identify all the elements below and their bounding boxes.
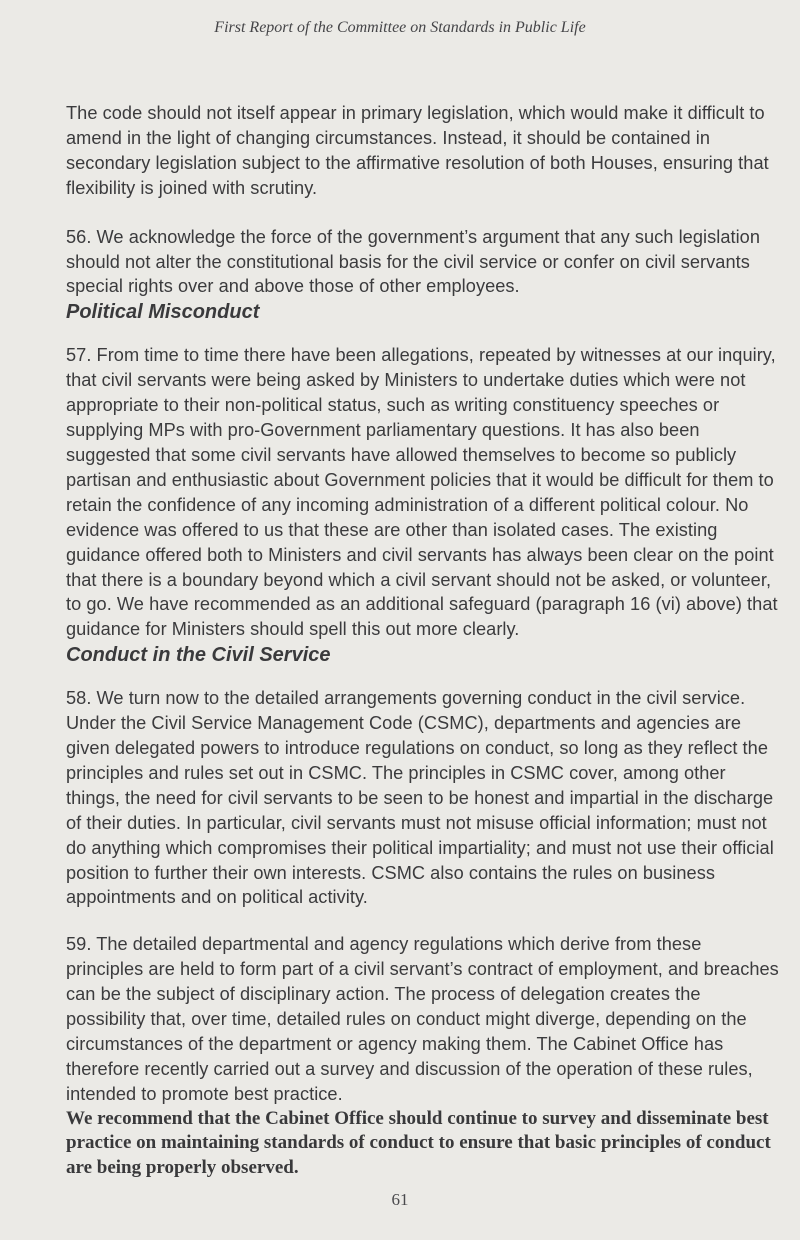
recommendation-text: We recommend that the Cabinet Office should continue to survey and disseminate best practice on maintaining standards of conduct to ensure that basic principles of conduct are being properly observed. <box>66 1107 771 1179</box>
section-heading-political-misconduct: Political Misconduct <box>66 301 260 324</box>
section-heading-conduct-civil-service: Conduct in the Civil Service <box>66 644 331 667</box>
document-body <box>66 101 780 1181</box>
paragraph-intro: The code should not itself appear in primary legislation, which would make it difficult to amend in the light of changing circumstances. Instead, it should be contained in secondary legislation subject to the affirmative resolution of both Houses, ensuring that flexibility is joined with scrutiny. <box>66 103 769 198</box>
paragraph-58: 58. We turn now to the detailed arrangements governing conduct in the civil service. Under the Civil Service Management Code (CSMC), departments and agencies are given delegated powers to introduce regulations on conduct, so long as they reflect the principles and rules set out in CSMC. The principles in CSMC cover, among other things, the need for civil servants to be seen to be honest and impartial in the discharge of their duties. In particular, civil servants must not misuse official information; must not do anything which compromises their political impartiality; and must not use their official position to further their own interests. CSMC also contains the rules on business appointments and on political activity. <box>66 688 774 908</box>
page-number: 61 <box>391 1190 409 1209</box>
paragraph-57: 57. From time to time there have been allegations, repeated by witnesses at our inquiry, that civil servants were being asked by Ministers to undertake duties which were not appropriate to their non-political status, such as writing constituency speeches or supplying MPs with pro-Government parliamentary questions. It has also been suggested that some civil servants have allowed themselves to become so publicly partisan and enthusiastic about Government policies that it would be difficult for them to retain the confidence of any incoming administration of a different political colour. No evidence was offered to us that these are other than isolated cases. The existing guidance offered both to Ministers and civil servants has always been clear on the point that there is a boundary beyond which a civil servant should not be asked, or volunteer, to go. We have recommended as an additional safeguard (paragraph 16 (vi) above) that guidance for Ministers should spell this out more clearly. <box>66 345 778 640</box>
paragraph-56: 56. We acknowledge the force of the government’s argument that any such legislation should not alter the constitutional basis for the civil service or confer on civil servants special rights over and above those of other employees. <box>66 226 761 297</box>
paragraph-59: 59. The detailed departmental and agency regulations which derive from these principles are held to form part of a civil servant’s contract of employment, and breaches can be the subject of disciplinary action. The process of delegation creates the possibility that, over time, detailed rules on conduct might diverge, depending on the circumstances of the department or agency making them. The Cabinet Office has therefore recently carried out a survey and discussion of the operation of these rules, intended to promote best practice. <box>66 934 779 1104</box>
running-header: First Report of the Committee on Standards in Public Life <box>214 19 586 36</box>
